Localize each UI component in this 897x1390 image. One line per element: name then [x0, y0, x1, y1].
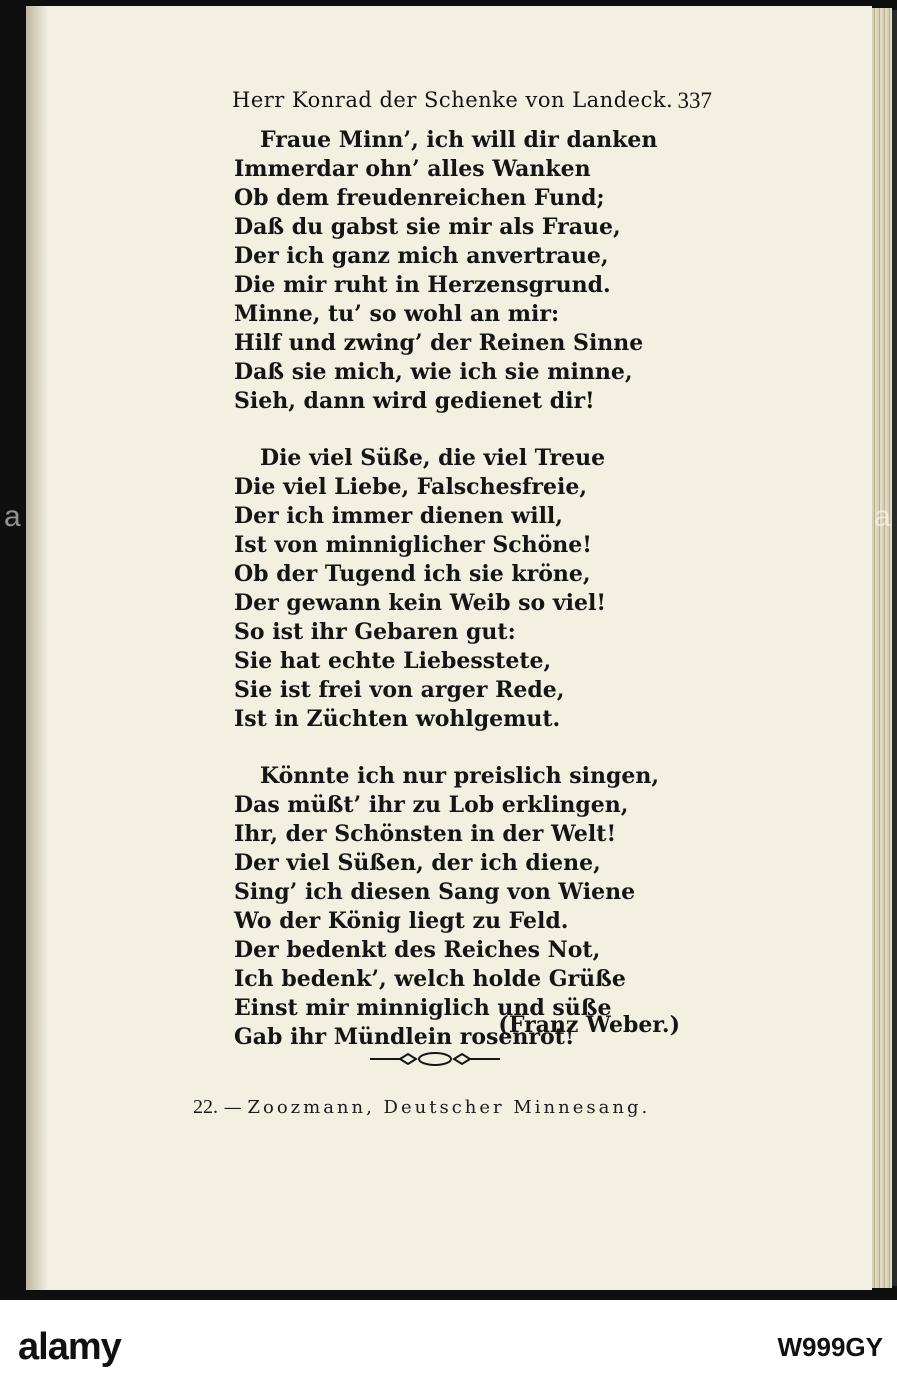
poem-line: Der ich ganz mich anvertraue, — [234, 243, 609, 269]
poem — [234, 126, 660, 1080]
poem-line: Ich bedenk’, welch holde Grüße — [234, 966, 626, 992]
poem-line: Der viel Süßen, der ich diene, — [234, 850, 601, 876]
poem-line: Daß sie mich, wie ich sie minne, — [234, 359, 633, 385]
poem-attribution: (Franz Weber.) — [498, 1012, 680, 1038]
watermark-image-id: W999GY — [777, 1332, 883, 1362]
book-cover-edge — [892, 10, 897, 1286]
watermark-bar — [0, 1300, 897, 1390]
poem-line: Sing’ ich diesen Sang von Wiene — [234, 879, 636, 905]
poem-line: Minne, tu’ so wohl an mir: — [234, 301, 560, 327]
poem-line: Sie ist frei von arger Rede, — [234, 677, 565, 703]
poem-line: Sieh, dann wird gedienet dir! — [234, 388, 595, 414]
watermark-mark-icon: a — [4, 500, 21, 533]
poem-line: Könnte ich nur preislich singen, — [260, 763, 660, 789]
gutter-shadow — [26, 6, 48, 1290]
poem-line: Ob dem freudenreichen Fund; — [234, 185, 605, 211]
signature-line — [193, 1096, 650, 1119]
page-number: 337 — [677, 88, 712, 113]
poem-line: Immerdar ohn’ alles Wanken — [234, 156, 591, 182]
poem-line: Einst mir minniglich und süße — [234, 995, 612, 1021]
poem-line: So ist ihr Gebaren gut: — [234, 619, 516, 645]
poem-line: Wo der König liegt zu Feld. — [234, 908, 569, 934]
poem-line: Sie hat echte Liebesstete, — [234, 648, 552, 674]
poem-line: Die viel Süße, die viel Treue — [260, 445, 606, 471]
poem-line: Die mir ruht in Herzensgrund. — [234, 272, 611, 298]
poem-line: Die viel Liebe, Falschesfreie, — [234, 474, 588, 500]
poem-line: Fraue Minn’, ich will dir danken — [260, 127, 658, 153]
poem-line: Ob der Tugend ich sie kröne, — [234, 561, 591, 587]
stanza-1 — [234, 126, 658, 416]
ornament-divider-icon — [370, 1049, 500, 1069]
poem-line: Ist in Züchten wohlgemut. — [234, 706, 561, 732]
stanza-3 — [234, 762, 660, 1052]
poem-line: Hilf und zwing’ der Reinen Sinne — [234, 330, 644, 356]
poem-line: Der bedenkt des Reiches Not, — [234, 937, 601, 963]
poem-line: Der ich immer dienen will, — [234, 503, 563, 529]
page-edges — [872, 8, 892, 1288]
signature-number: 22. — [193, 1096, 218, 1118]
running-head — [232, 88, 712, 120]
watermark-mark-icon: a — [874, 500, 891, 533]
poem-line: Der gewann kein Weib so viel! — [234, 590, 606, 616]
poem-line: Gab ihr Mündlein rosenrot! — [234, 1024, 575, 1050]
stanza-2 — [234, 444, 654, 734]
signature-dash: — — [223, 1097, 242, 1118]
poem-line: Das müßt’ ihr zu Lob erklingen, — [234, 792, 629, 818]
book-title: Zoozmann, Deutscher Minnesang. — [247, 1097, 651, 1118]
poem-line: Ist von minniglicher Schöne! — [234, 532, 592, 558]
running-title: Herr Konrad der Schenke von Landeck. — [232, 88, 674, 112]
poem-line: Ihr, der Schönsten in der Welt! — [234, 821, 617, 847]
poem-line: Daß du gabst sie mir als Fraue, — [234, 214, 621, 240]
watermark-logo: alamy — [18, 1326, 121, 1368]
